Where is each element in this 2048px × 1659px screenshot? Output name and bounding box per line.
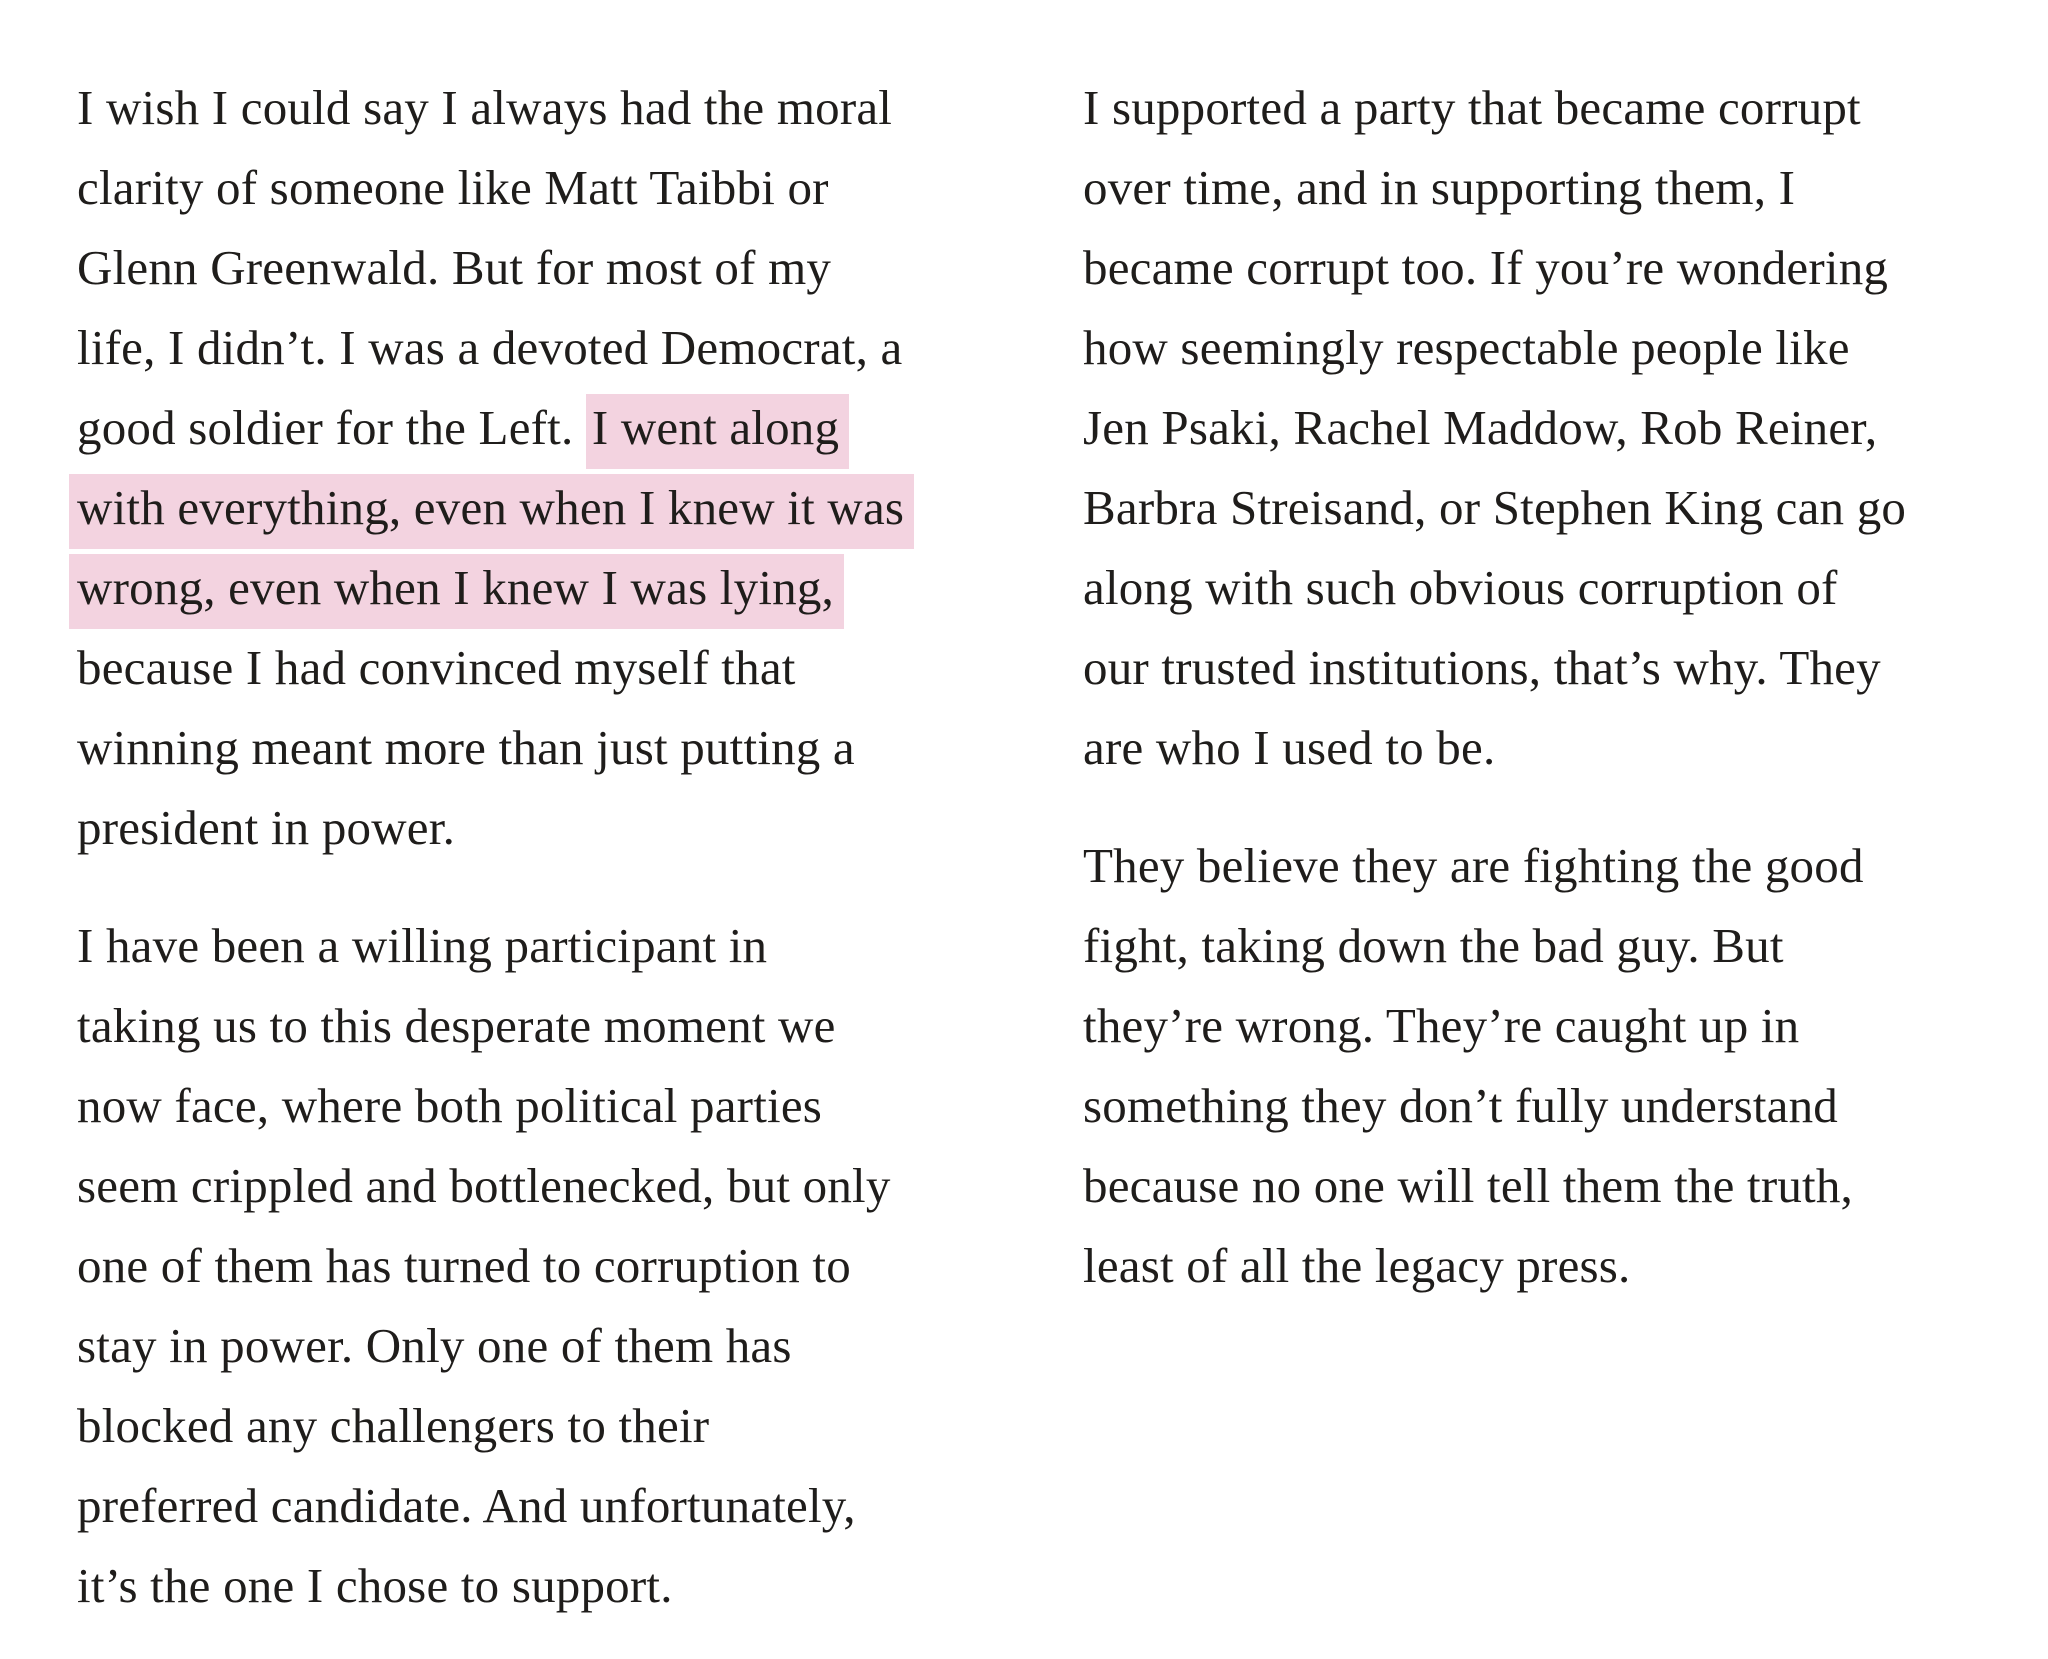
right-column — [1083, 68, 2013, 1306]
paragraph-gap — [1083, 788, 2013, 826]
paragraph — [77, 906, 1017, 1626]
highlighted-text: wrong, even when I knew I was lying, — [69, 554, 844, 629]
text-line: They believe they are fighting the good — [1083, 838, 1864, 893]
text-segment: good soldier for the Left. — [77, 400, 586, 455]
text-line: became corrupt too. If you’re wondering — [1083, 240, 1889, 295]
text-line: it’s the one I chose to support. — [77, 1558, 673, 1613]
text-line: taking us to this desperate moment we — [77, 998, 836, 1053]
text-line: one of them has turned to corruption to — [77, 1238, 851, 1293]
text-line: life, I didn’t. I was a devoted Democrat, a — [77, 320, 903, 375]
text-line: our trusted institutions, that’s why. They — [1083, 640, 1881, 695]
text-line: clarity of someone like Matt Taibbi or — [77, 160, 829, 215]
paragraph — [1083, 826, 2013, 1306]
text-line: seem crippled and bottlenecked, but only — [77, 1158, 891, 1213]
text-line: fight, taking down the bad guy. But — [1083, 918, 1784, 973]
text-line: how seemingly respectable people like — [1083, 320, 1850, 375]
text-line: over time, and in supporting them, I — [1083, 160, 1796, 215]
paragraph — [1083, 68, 2013, 788]
text-line: I have been a willing participant in — [77, 918, 768, 973]
text-line: are who I used to be. — [1083, 720, 1496, 775]
text-line: because I had convinced myself that — [77, 640, 796, 695]
text-line: something they don’t fully understand — [1083, 1078, 1839, 1133]
text-line: along with such obvious corruption of — [1083, 560, 1838, 615]
text-line — [77, 388, 1017, 468]
text-line: preferred candidate. And unfortunately, — [77, 1478, 856, 1533]
text-line — [77, 468, 1017, 548]
text-line: least of all the legacy press. — [1083, 1238, 1631, 1293]
text-line: they’re wrong. They’re caught up in — [1083, 998, 1800, 1053]
paragraph — [77, 68, 1017, 868]
text-line: president in power. — [77, 800, 456, 855]
left-column — [77, 68, 1017, 1626]
text-line: because no one will tell them the truth, — [1083, 1158, 1854, 1213]
text-line: Jen Psaki, Rachel Maddow, Rob Reiner, — [1083, 400, 1878, 455]
text-line: blocked any challengers to their — [77, 1398, 710, 1453]
text-line: Barbra Streisand, or Stephen King can go — [1083, 480, 1907, 535]
text-line — [77, 548, 1017, 628]
highlighted-text: with everything, even when I knew it was — [69, 474, 914, 549]
text-line: winning meant more than just putting a — [77, 720, 855, 775]
highlighted-text: I went along — [586, 394, 849, 469]
text-line: Glenn Greenwald. But for most of my — [77, 240, 832, 295]
text-line: now face, where both political parties — [77, 1078, 823, 1133]
text-line: I wish I could say I always had the moral — [77, 80, 893, 135]
text-line: I supported a party that became corrupt — [1083, 80, 1861, 135]
text-line: stay in power. Only one of them has — [77, 1318, 792, 1373]
paragraph-gap — [77, 868, 1017, 906]
